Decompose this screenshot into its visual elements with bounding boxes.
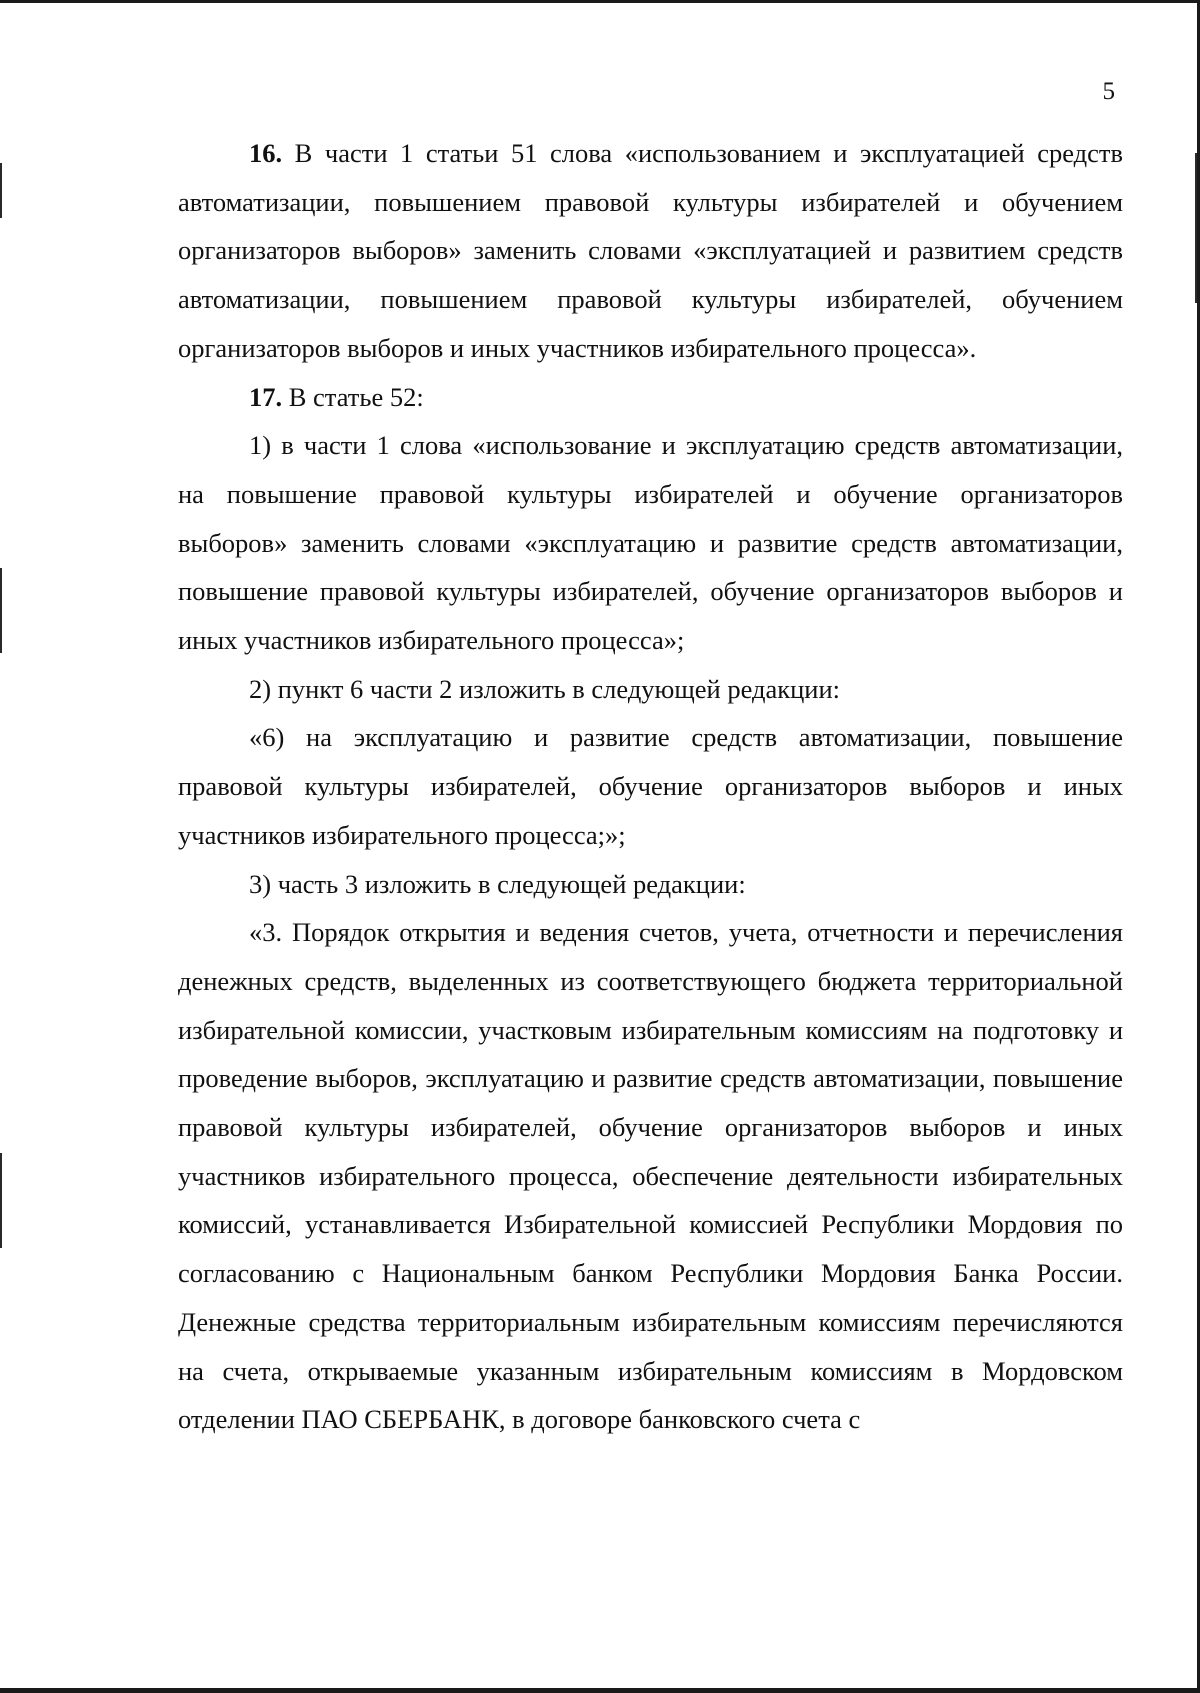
document-body <box>178 129 1123 1444</box>
quoted-part-3 <box>178 908 1123 1444</box>
scan-mark-right <box>1195 153 1197 303</box>
scan-mark-left <box>0 1153 2 1248</box>
subparagraph-1 <box>178 421 1123 665</box>
scan-mark-left <box>0 163 2 218</box>
subparagraph-3 <box>178 860 1123 909</box>
paragraph-17 <box>178 373 1123 422</box>
paragraph-text: В части 1 статьи 51 слова «использованием и эксплуатацией средств автоматизации, повышением правовой культуры избирателей и обучением организаторов выборов» заменить словами «эксплуатацией и развитием средств автоматизации, повышением правовой культуры избирателей, обучением организаторов выборов и иных участников избирательного процесса». <box>178 138 1123 363</box>
paragraph-16 <box>178 129 1123 373</box>
paragraph-number: 17. <box>249 381 283 412</box>
paragraph-text: 3) часть 3 изложить в следующей редакции: <box>249 868 746 899</box>
page-number: 5 <box>1102 78 1115 105</box>
paragraph-text: «3. Порядок открытия и ведения счетов, учета, отчетности и перечисления денежных средств, выделенных из соответствующего бюджета территориальной избирательной комиссии, участковым избирательным комиссиям на подготовку и проведение выборов, эксплуатацию и развитие средств автоматизации, повышение правовой культуры избирателей, обучение организаторов выборов и иных участников избирательного процесса, обеспечение деятельности избирательных комиссий, устанавливается Избирательной комиссией Республики Мордовия по согласованию с Национальным банком Республики Мордовия Банка России. Денежные средства территориальным избирательным комиссиям перечисляются на счета, открываемые указанным избирательным комиссиям в Мордовском отделении ПАО СБЕРБАНК, в договоре банковского счета с <box>178 917 1123 1435</box>
paragraph-number: 16. <box>249 138 283 168</box>
paragraph-text: «6) на эксплуатацию и развитие средств автоматизации, повышение правовой культуры избирателей, обучение организаторов выборов и иных участников избирательного процесса;»; <box>178 722 1123 850</box>
paragraph-text: 2) пункт 6 части 2 изложить в следующей редакции: <box>249 673 841 704</box>
paragraph-text: В статье 52: <box>288 381 424 412</box>
scan-mark-left <box>0 568 2 653</box>
subparagraph-2 <box>178 665 1123 714</box>
paragraph-text: 1) в части 1 слова «использование и эксплуатацию средств автоматизации, на повышение правовой культуры избирателей и обучение организаторов выборов» заменить словами «эксплуатацию и развитие средств автоматизации, повышение правовой культуры избирателей, обучение организаторов выборов и иных участников избирательного процесса»; <box>178 430 1123 656</box>
quoted-item-6 <box>178 713 1123 859</box>
